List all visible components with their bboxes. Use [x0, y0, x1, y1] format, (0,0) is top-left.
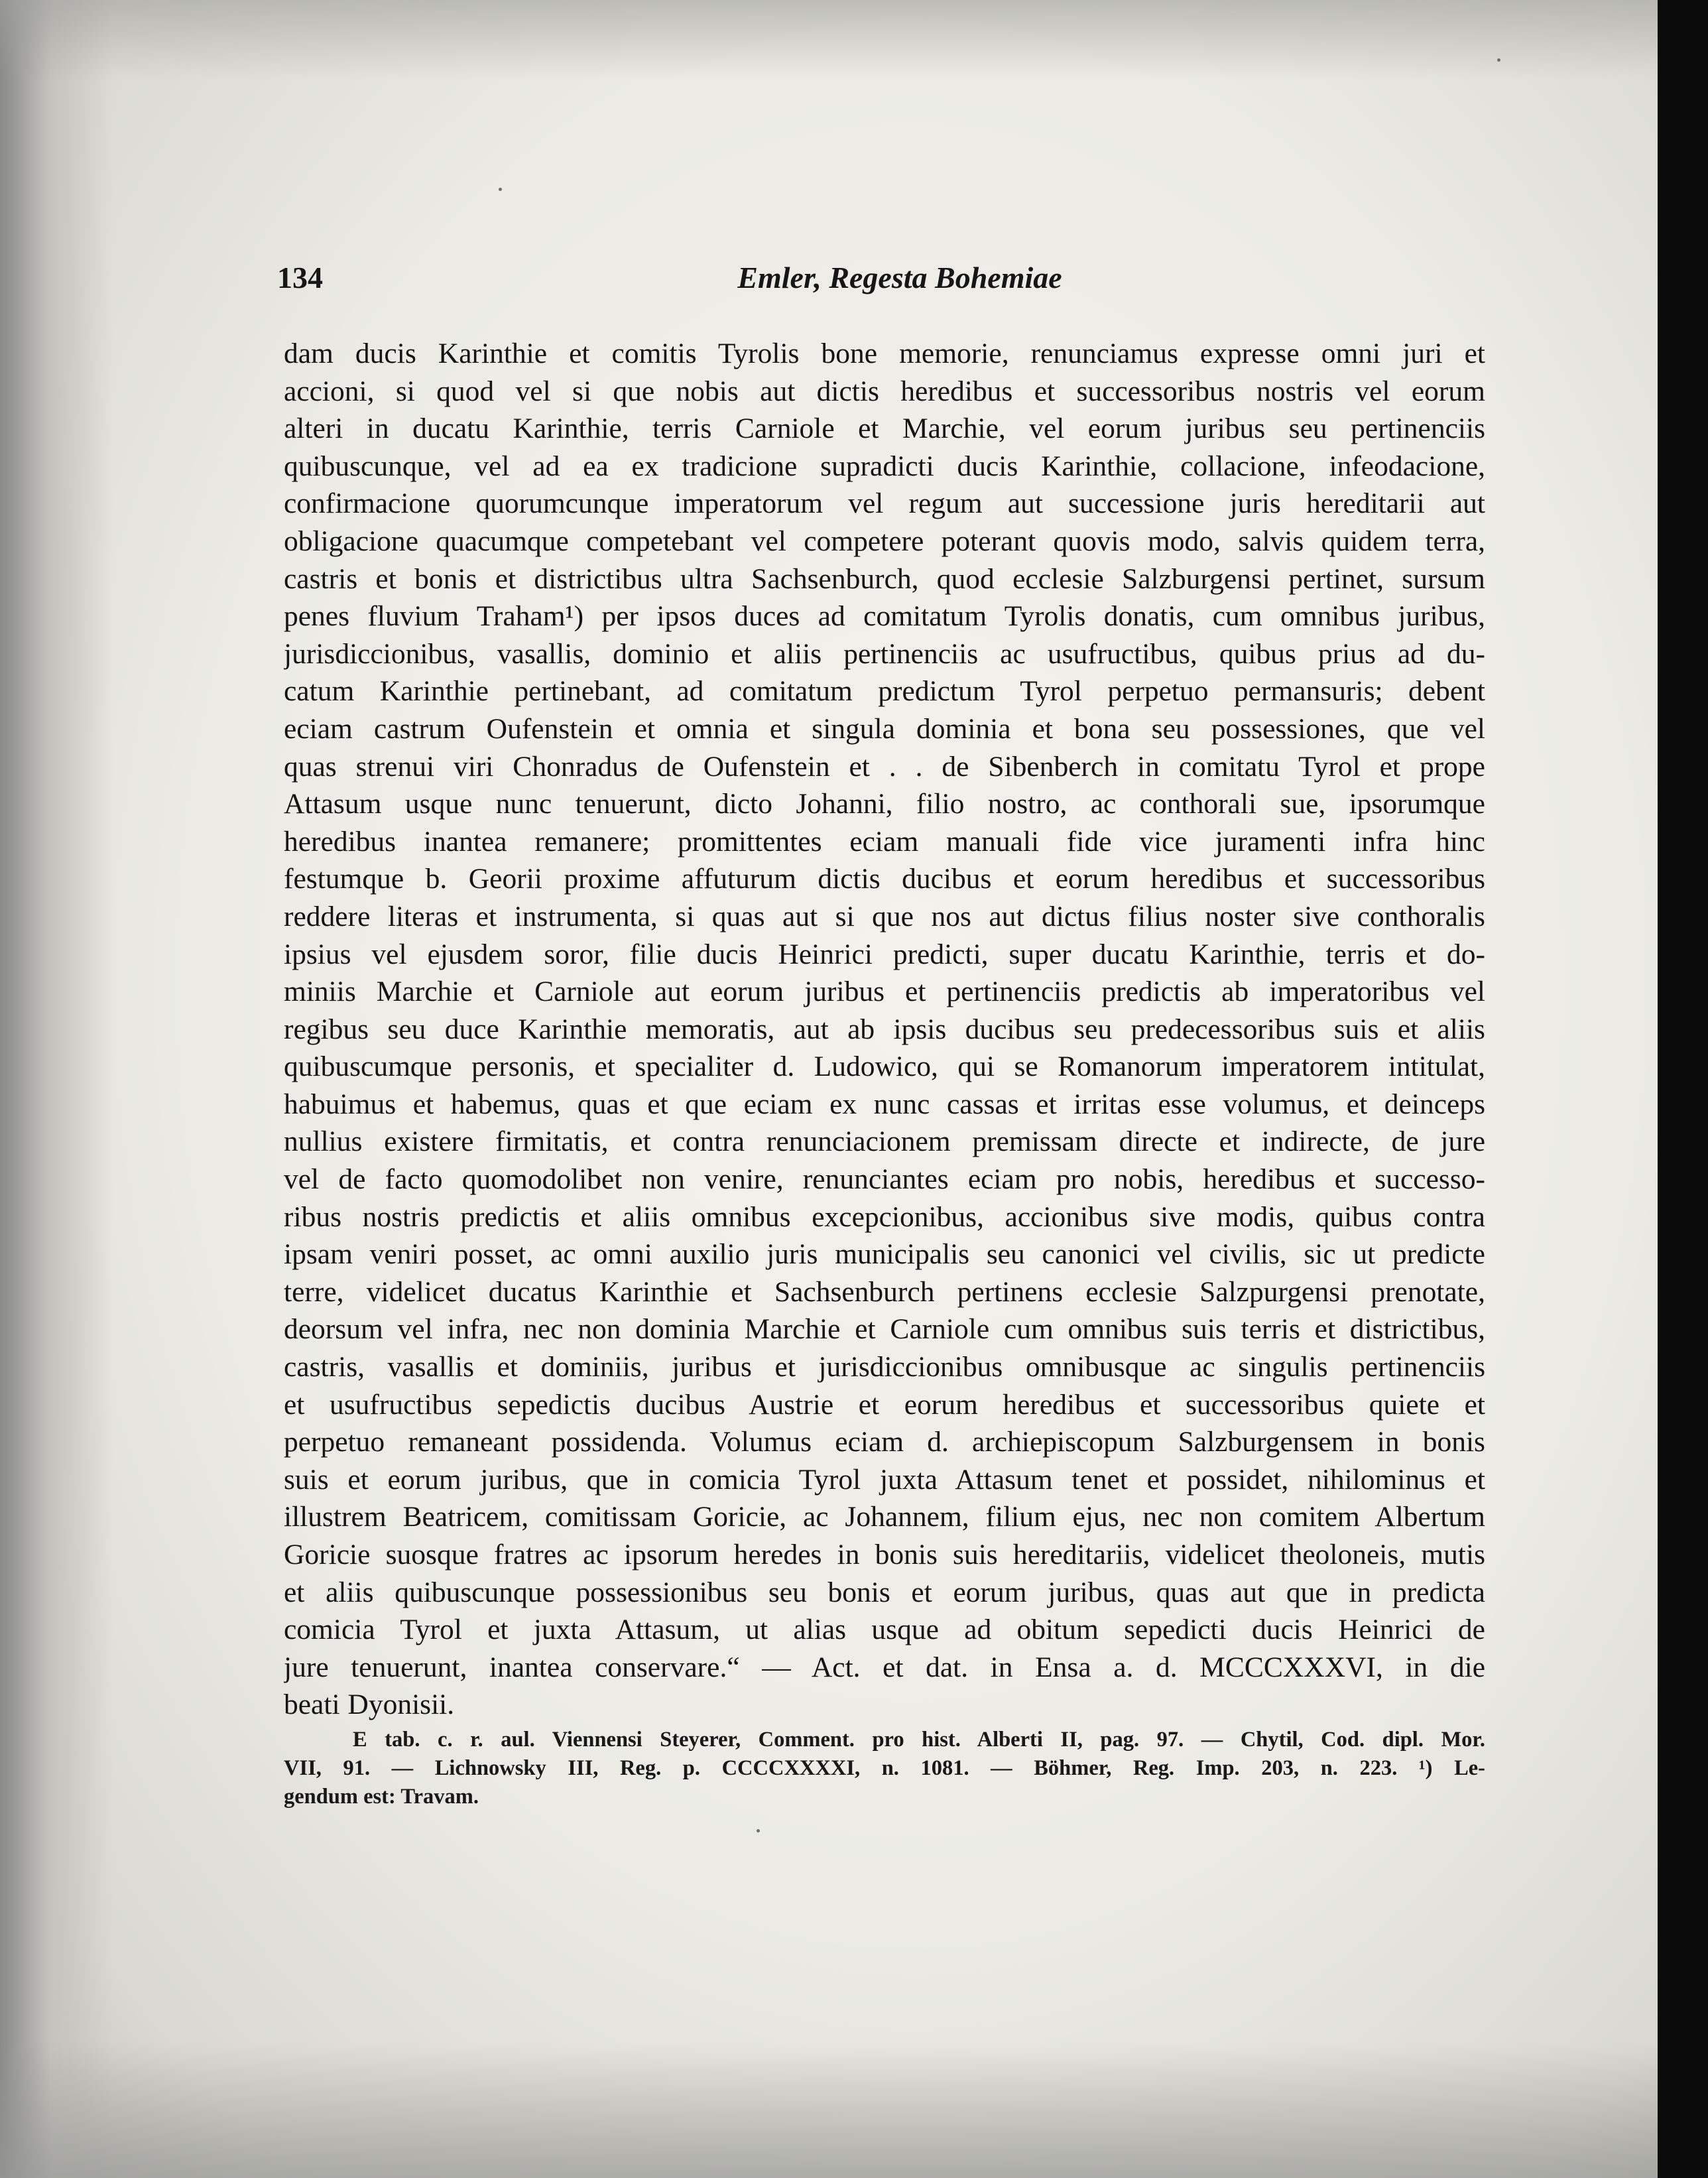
text-line: et usufructibus sepedictis ducibus Austrie et eorum heredibus et successoribus quiete et: [284, 1388, 1485, 1421]
note-line: VII, 91. — Lichnowsky III, Reg. p. CCCCXXXXI, n. 1081. — Böhmer, Reg. Imp. 203, n. 223. ¹) Le-: [284, 1756, 1485, 1780]
page-shadow-top: [0, 0, 1658, 80]
text-line: dam ducis Karinthie et comitis Tyrolis bone memorie, renunciamus expresse omni juri et: [284, 338, 1485, 369]
running-title: Emler, Regesta Bohemiae: [737, 261, 1062, 294]
text-line: jurisdiccionibus, vasallis, dominio et aliis pertinenciis ac usufructibus, quibus prius ad du-: [284, 637, 1485, 670]
text-line: catum Karinthie pertinebant, ad comitatum predictum Tyrol perpetuo permansuris; debent: [284, 675, 1485, 708]
text-line: beati Dyonisii.: [284, 1689, 455, 1721]
text-line: obligacione quacumque competebant vel competere poterant quovis modo, salvis quidem terra,: [284, 525, 1485, 557]
text-line: ipsam veniri posset, ac omni auxilio juris municipalis seu canonici vel civilis, sic ut predicte: [284, 1238, 1485, 1271]
text-line: quas strenui viri Chonradus de Oufenstein et . . de Sibenberch in comitatu Tyrol et prope: [284, 750, 1485, 783]
text-line: jure tenuerunt, inantea conservare.“ — Act. et dat. in Ensa a. d. MCCCXXXVI, in die: [284, 1651, 1485, 1683]
text-line: confirmacione quorumcunque imperatorum vel regum aut successione juris hereditarii aut: [284, 487, 1485, 520]
paper-speck: [757, 1829, 760, 1832]
scan-border-right: [1658, 0, 1708, 2178]
text-line: festumque b. Georii proxime affuturum dictis ducibus et eorum heredibus et successoribus: [284, 863, 1485, 895]
text-line: quibuscunque, vel ad ea ex tradicione supradicti ducis Karinthie, collacione, infeodacione,: [284, 450, 1485, 482]
text-line: deorsum vel infra, nec non dominia Marchie et Carniole cum omnibus suis terris et districtibus,: [284, 1313, 1485, 1346]
text-line: et aliis quibuscunque possessionibus seu bonis et eorum juribus, quas aut que in predicta: [284, 1576, 1485, 1608]
text-line: accioni, si quod vel si que nobis aut dictis heredibus et successoribus nostris vel eorum: [284, 375, 1485, 407]
text-line: penes fluvium Traham¹) per ipsos duces ad comitatum Tyrolis donatis, cum omnibus juribus,: [284, 600, 1485, 633]
text-line: perpetuo remaneant possidenda. Volumus eciam d. archiepiscopum Salzburgensem in bonis: [284, 1426, 1485, 1458]
text-line: miniis Marchie et Carniole aut eorum juribus et pertinenciis predictis ab imperatoribus vel: [284, 976, 1485, 1008]
text-line: illustrem Beatricem, comitissam Goricie, ac Johannem, filium ejus, nec non comitem Albertum: [284, 1501, 1485, 1533]
text-line: suis et eorum juribus, que in comicia Tyrol juxta Attasum tenet et possidet, nihilominus et: [284, 1463, 1485, 1496]
text-line: ipsius vel ejusdem soror, filie ducis Heinrici predicti, super ducatu Karinthie, terris et do-: [284, 938, 1485, 970]
paper-speck: [499, 188, 502, 191]
text-line: regibus seu duce Karinthie memoratis, aut ab ipsis ducibus seu predecessoribus suis et aliis: [284, 1013, 1485, 1045]
text-line: vel de facto quomodolibet non venire, renunciantes eciam pro nobis, heredibus et successo-: [284, 1163, 1485, 1196]
text-line: ribus nostris predictis et aliis omnibus excepcionibus, accionibus sive modis, quibus contra: [284, 1200, 1485, 1233]
source-notes: [284, 1726, 1485, 1811]
text-line: castris, vasallis et dominiis, juribus et jurisdiccionibus omnibusque ac singulis pertinenciis: [284, 1351, 1485, 1383]
text-line: quibuscumque personis, et specialiter d. Ludowico, qui se Romanorum imperatorem intitulat,: [284, 1051, 1485, 1083]
text-line: heredibus inantea remanere; promittentes eciam manuali fide vice juramenti infra hinc: [284, 825, 1485, 858]
note-line: E tab. c. r. aul. Viennensi Steyerer, Comment. pro hist. Alberti II, pag. 97. — Chytil, Cod. dipl. Mor.: [353, 1728, 1485, 1752]
text-line: eciam castrum Oufenstein et omnia et singula dominia et bona seu possessiones, que vel: [284, 712, 1485, 745]
text-line: Attasum usque nunc tenuerunt, dicto Johanni, filio nostro, ac conthorali sue, ipsorumque: [284, 788, 1485, 820]
text-line: castris et bonis et districtibus ultra Sachsenburch, quod ecclesie Salzburgensi pertinet, sursum: [284, 562, 1485, 595]
page-header: [277, 260, 1483, 306]
page-shadow-bottom: [0, 2043, 1658, 2178]
text-line: habuimus et habemus, quas et que eciam ex nunc cassas et irritas esse volumus, et deinceps: [284, 1088, 1485, 1120]
page-number: 134: [277, 261, 323, 294]
text-line: nullius existere firmitatis, et contra renunciacionem premissam directe et indirecte, de jure: [284, 1125, 1485, 1158]
paper-speck: [1497, 58, 1500, 62]
text-line: terre, videlicet ducatus Karinthie et Sachsenburch pertinens ecclesie Salzpurgensi prenotate,: [284, 1275, 1485, 1308]
text-line: comicia Tyrol et juxta Attasum, ut alias usque ad obitum sepedicti ducis Heinrici de: [284, 1614, 1485, 1646]
text-line: reddere literas et instrumenta, si quas aut si que nos aut dictus filius noster sive conthoralis: [284, 900, 1485, 932]
text-line: Goricie suosque fratres ac ipsorum heredes in bonis suis hereditariis, videlicet theoloneis, mutis: [284, 1539, 1485, 1570]
page-shadow-left: [0, 0, 113, 2178]
text-line: alteri in ducatu Karinthie, terris Carniole et Marchie, vel eorum juribus seu pertinenciis: [284, 413, 1485, 445]
note-line: gendum est: Travam.: [284, 1785, 479, 1809]
main-text: [284, 335, 1485, 1724]
